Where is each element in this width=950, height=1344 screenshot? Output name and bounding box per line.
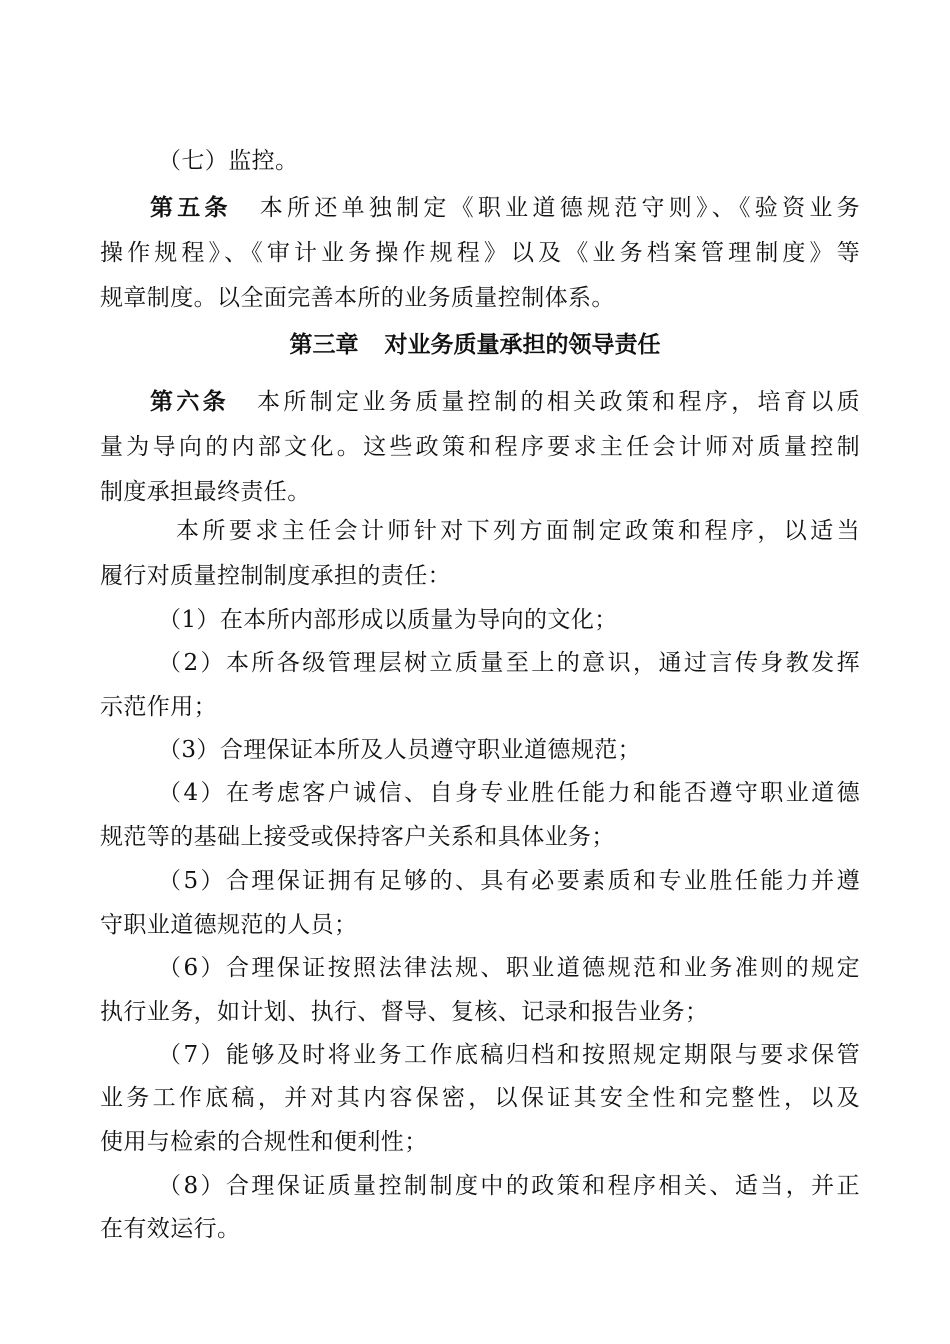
- paragraph-line-2: 履行对质量控制制度承担的责任：: [100, 563, 451, 589]
- article-6-line-1: [150, 387, 860, 417]
- list-item-8-line-2: 在有效运行。: [100, 1216, 241, 1242]
- list-item-4-line-1: （4）在考虑客户诚信、自身专业胜任能力和能否遵守职业道德: [158, 780, 860, 806]
- article-6-text-1: 本所制定业务质量控制的相关政策和程序，培育以质: [257, 389, 860, 415]
- chapter-heading: [0, 330, 950, 360]
- article-5-line-2: 操作规程》、《审计业务操作规程》以及《业务档案管理制度》等: [100, 240, 860, 266]
- list-item-7-line-3: 使用与检索的合规性和便利性；: [100, 1129, 428, 1155]
- paragraph-line-1: 本所要求主任会计师针对下列方面制定政策和程序，以适当: [176, 518, 860, 544]
- article-6-line-3: 制度承担最终责任。: [100, 479, 311, 505]
- chapter-title: 对业务质量承担的领导责任: [384, 332, 661, 358]
- item-seven-monitoring: （七）监控。: [158, 148, 299, 174]
- list-item-3: （3）合理保证本所及人员遵守职业道德规范；: [158, 737, 642, 763]
- list-item-2-line-1: （2）本所各级管理层树立质量至上的意识，通过言传身教发挥: [158, 650, 860, 676]
- list-item-8-line-1: （8）合理保证质量控制制度中的政策和程序相关、适当，并正: [158, 1173, 860, 1199]
- article-6-line-2: 量为导向的内部文化。这些政策和程序要求主任会计师对质量控制: [100, 434, 860, 460]
- article-6-label: 第六条: [150, 389, 230, 415]
- article-5-text-1: 本所还单独制定《职业道德规范守则》、《验资业务: [259, 195, 860, 221]
- list-item-4-line-2: 规范等的基础上接受或保持客户关系和具体业务；: [100, 824, 615, 850]
- article-5-line-1: [150, 193, 860, 223]
- list-item-2-line-2: 示范作用；: [100, 694, 217, 720]
- list-item-5-line-1: （5）合理保证拥有足够的、具有必要素质和专业胜任能力并遵: [158, 868, 860, 894]
- article-5-label: 第五条: [150, 195, 232, 221]
- article-5-line-3: 规章制度。以全面完善本所的业务质量控制体系。: [100, 285, 615, 311]
- chapter-number: 第三章: [289, 332, 359, 358]
- list-item-7-line-1: （7）能够及时将业务工作底稿归档和按照规定期限与要求保管: [158, 1042, 860, 1068]
- list-item-6-line-2: 执行业务，如计划、执行、督导、复核、记录和报告业务；: [100, 999, 709, 1025]
- list-item-5-line-2: 守职业道德规范的人员；: [100, 912, 358, 938]
- list-item-1: （1）在本所内部形成以质量为导向的文化；: [158, 607, 618, 633]
- list-item-6-line-1: （6）合理保证按照法律法规、职业道德规范和业务准则的规定: [158, 955, 860, 981]
- list-item-7-line-2: 业务工作底稿，并对其内容保密，以保证其安全性和完整性，以及: [100, 1085, 860, 1111]
